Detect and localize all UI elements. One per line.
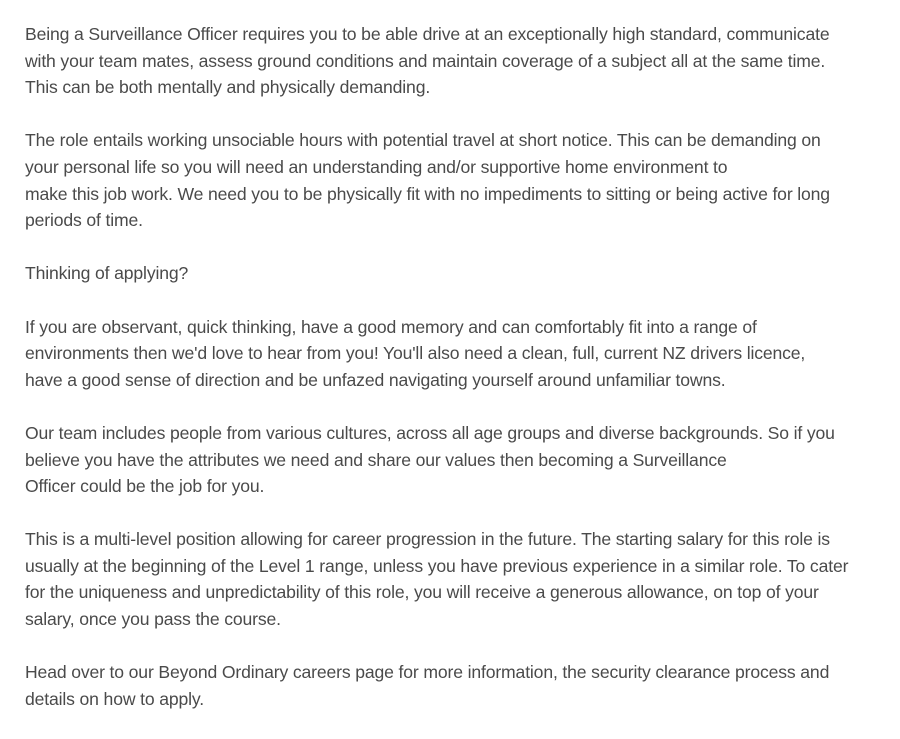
text-line: make this job work. We need you to be physically fit with no impediments to sitting or being active for long	[25, 183, 830, 204]
text-line: The role entails working unsociable hours with potential travel at short notice. This can be demanding on	[25, 130, 821, 151]
text-line: This can be both mentally and physically demanding.	[25, 77, 431, 98]
text-line: Our team includes people from various cultures, across all age groups and diverse backgrounds. So if you	[25, 422, 835, 443]
text-line: This is a multi-level position allowing for career progression in the future. The starting salary for this role is	[25, 529, 830, 550]
text-line: Being a Surveillance Officer requires you to be able drive at an exceptionally high standard, communicate	[25, 24, 830, 44]
text-line: for the uniqueness and unpredictability of this role, you will receive a generous allowance, on top of your	[25, 582, 819, 603]
paragraph-team-diversity	[25, 420, 890, 500]
text-line: salary, once you pass the course.	[25, 609, 281, 630]
text-line: Thinking of applying?	[25, 263, 189, 284]
paragraph-careers-page	[25, 659, 890, 712]
text-line: details on how to apply.	[25, 688, 204, 709]
text-line: periods of time.	[25, 210, 143, 231]
text-line: environments then we'd love to hear from you! You'll also need a clean, full, current NZ drivers licence,	[25, 343, 806, 364]
text-line: Head over to our Beyond Ordinary careers page for more information, the security clearance process and	[25, 662, 830, 683]
paragraph-role-demands	[25, 21, 890, 101]
text-line: believe you have the attributes we need and share our values then becoming a Surveillance	[25, 449, 727, 470]
paragraph-working-hours	[25, 127, 890, 233]
paragraph-thinking-of-applying	[25, 260, 890, 287]
text-line: with your team mates, assess ground conditions and maintain coverage of a subject all at the same time.	[25, 50, 826, 71]
text-line: usually at the beginning of the Level 1 range, unless you have previous experience in a similar role. To cater	[25, 555, 849, 576]
text-line: have a good sense of direction and be unfazed navigating yourself around unfamiliar towns.	[25, 369, 726, 390]
text-line: your personal life so you will need an understanding and/or supportive home environment to	[25, 156, 728, 177]
text-line: If you are observant, quick thinking, have a good memory and can comfortably fit into a range of	[25, 316, 757, 337]
text-line: Officer could be the job for you.	[25, 476, 265, 497]
paragraph-salary	[25, 526, 890, 632]
paragraph-requirements	[25, 314, 890, 394]
job-description	[25, 21, 890, 739]
